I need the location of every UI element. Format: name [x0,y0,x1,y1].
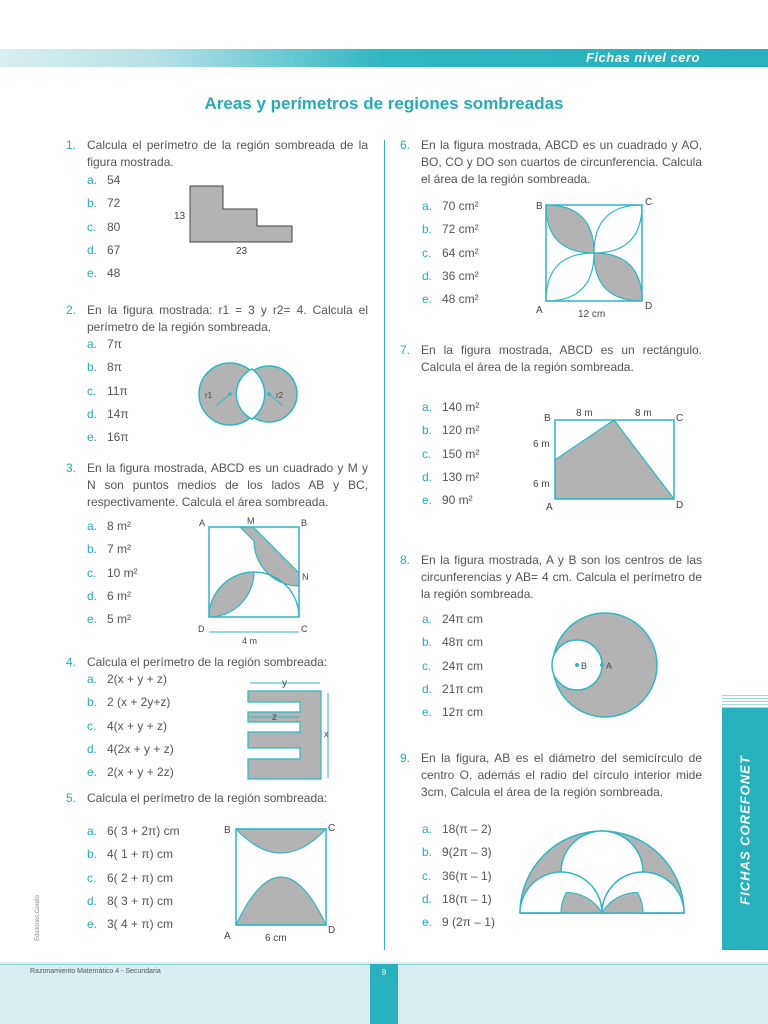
svg-text:A: A [224,931,231,942]
svg-text:z: z [272,712,277,723]
option-a[interactable]: a. 6( 3 + 2π) cm [87,824,180,838]
label-width: 23 [236,246,248,257]
question-1 [66,137,368,171]
publisher-credit: Ediciones Corefo [35,895,41,941]
options-q8 [422,608,483,724]
option-b[interactable]: b. 48π cm [422,635,483,650]
question-number: 4. [66,655,77,669]
column-divider [384,140,385,950]
svg-text:D: D [676,500,684,511]
figure-q7 [530,402,690,514]
question-stem: En la figura mostrada, ABCD es un cuadrado y AO, BO, CO y DO son cuartos de circunferencia. Calcula el área de la región sombreada. [421,138,702,186]
svg-text:6 cm: 6 cm [265,933,287,944]
figure-q1 [170,180,300,260]
svg-text:C: C [676,413,684,424]
figure-q3 [195,513,320,648]
question-8 [400,552,702,603]
svg-text:x: x [324,729,329,739]
svg-text:B: B [224,825,231,836]
option-b[interactable]: b. 72 [87,196,121,211]
question-stem: En la figura mostrada, A y B son los centros de las circunferencias y AB= 4 cm. Calcula el perímetro de la región sombreada. [421,553,702,601]
option-c[interactable]: c. 6( 2 + π) cm [87,870,173,885]
question-number: 1. [66,138,77,152]
option-c[interactable]: c. 10 m² [87,565,138,580]
svg-text:8 m: 8 m [635,408,652,419]
options-q2 [87,333,129,449]
svg-text:M: M [247,516,255,526]
option-b[interactable]: b. 2 (x + 2y+z) [87,695,171,710]
question-number: 9. [400,751,411,765]
option-a[interactable]: a. 2(x + y + z) [87,672,168,686]
label-height: 13 [174,211,186,222]
option-a[interactable]: a. 54 [87,173,121,187]
question-number: 8. [400,553,411,567]
option-c[interactable]: c. 11π [87,383,128,398]
question-number: 7. [400,343,411,357]
option-d[interactable]: d. 14π [87,406,129,421]
option-c[interactable]: c. 24π cm [422,658,483,673]
svg-text:B: B [544,413,551,424]
svg-text:A: A [546,502,553,513]
question-number: 3. [66,461,77,475]
question-stem: En la figura, AB es el diámetro del semicírculo de centro O, además el radio del círculo interior mide 3cm, Calcula el área de la región sombreada. [421,751,702,799]
option-d[interactable]: d. 36 cm² [422,268,479,283]
question-stem: En la figura mostrada, ABCD es un rectángulo. Calcula el área de la región sombreada. [421,343,702,374]
option-e[interactable]: e. 16π [87,430,129,445]
side-tab-label: FICHAS COREFONET [737,755,753,905]
question-5 [66,790,368,807]
option-e[interactable]: e. 48 [87,266,121,281]
svg-text:B: B [536,201,543,212]
question-2 [66,302,368,336]
option-a[interactable]: a. 8 m² [87,519,131,533]
option-e[interactable]: e. 2(x + y + 2z) [87,765,174,780]
svg-text:B: B [581,661,588,671]
option-c[interactable]: c. 36(π – 1) [422,868,492,883]
question-stem: Calcula el perímetro de la región sombreada de la figura mostrada. [87,138,368,169]
svg-text:8 m: 8 m [576,408,593,419]
svg-text:C: C [301,624,308,634]
option-e[interactable]: e. 9 (2π – 1) [422,915,495,930]
option-c[interactable]: c. 150 m² [422,446,480,461]
svg-text:12 cm: 12 cm [578,309,606,320]
label-r2: r2 [276,391,284,400]
svg-text:D: D [645,301,653,312]
option-b[interactable]: b. 4( 1 + π) cm [87,847,173,862]
svg-text:A: A [199,518,206,528]
svg-text:D: D [328,925,336,936]
options-q1 [87,169,120,285]
svg-text:4 m: 4 m [242,636,258,646]
option-d[interactable]: d. 21π cm [422,681,483,696]
side-tab-stripes [722,695,768,709]
figure-q5 [222,817,342,945]
option-a[interactable]: a. 24π cm [422,612,483,626]
svg-text:C: C [328,823,336,834]
figure-q4 [240,673,340,785]
figure-q6 [530,193,660,321]
label-r1: r1 [205,391,213,400]
question-9 [400,750,702,801]
svg-text:D: D [198,624,205,634]
svg-text:C: C [645,197,653,208]
question-number: 2. [66,303,77,317]
option-b[interactable]: b. 9(2π – 3) [422,845,492,860]
option-a[interactable]: a. 18(π – 2) [422,822,492,836]
option-e[interactable]: e. 90 m² [422,493,473,508]
question-6 [400,137,702,188]
svg-text:A: A [606,661,613,671]
option-b[interactable]: b. 7 m² [87,542,131,557]
figure-q8 [545,605,665,725]
question-stem: En la figura mostrada, ABCD es un cuadrado y M y N son puntos medios de los lados AB y BC, respectivamente. Calcula el área sombreada. [87,461,368,509]
svg-text:B: B [301,518,308,528]
page-number: 9 [381,968,387,977]
question-number: 6. [400,138,411,152]
svg-text:A: A [536,305,543,316]
svg-text:6 m: 6 m [533,479,550,490]
question-stem: Calcula el perímetro de la región sombreada: [87,655,328,669]
question-number: 5. [66,791,77,805]
figure-q9 [515,822,690,917]
option-b[interactable]: b. 120 m² [422,423,480,438]
options-q4 [87,668,174,784]
option-d[interactable]: d. 67 [87,242,121,257]
question-3 [66,460,368,511]
option-d[interactable]: d. 8( 3 + π) cm [87,893,173,908]
options-q3 [87,515,138,631]
svg-text:y: y [282,678,287,689]
option-d[interactable]: d. 6 m² [87,588,131,603]
figure-q2 [185,358,315,428]
options-q9 [422,818,495,934]
option-a[interactable]: a. 140 m² [422,400,480,414]
option-a[interactable]: a. 70 cm² [422,199,479,213]
option-d[interactable]: d. 4(2x + y + z) [87,741,174,756]
option-d[interactable]: d. 130 m² [422,469,480,484]
option-b[interactable]: b. 8π [87,360,122,375]
option-e[interactable]: e. 3( 4 + π) cm [87,917,173,932]
options-q6 [422,195,479,311]
option-e[interactable]: e. 12π cm [422,705,483,720]
footer-text: Razonamiento Matemático 4 - Secundaria [30,968,161,975]
question-stem: En la figura mostrada: r1 = 3 y r2= 4. Calcula el perímetro de la región sombreada. [87,303,368,334]
option-c[interactable]: c. 4(x + y + z) [87,718,168,733]
question-stem: Calcula el perímetro de la región sombreada: [87,791,328,805]
option-b[interactable]: b. 72 cm² [422,222,479,237]
svg-text:6 m: 6 m [533,439,550,450]
option-e[interactable]: e. 5 m² [87,612,131,627]
option-c[interactable]: c. 64 cm² [422,245,479,260]
question-7 [400,342,702,376]
options-q7 [422,396,479,512]
options-q5 [87,820,180,936]
option-e[interactable]: e. 48 cm² [422,292,479,307]
svg-text:N: N [302,572,309,582]
header-banner-text: Fichas nivel cero [586,50,700,65]
page-title: Areas y perímetros de regiones sombreadas [204,94,564,113]
option-a[interactable]: a. 7π [87,337,122,351]
option-c[interactable]: c. 80 [87,219,121,234]
option-d[interactable]: d. 18(π – 1) [422,891,492,906]
